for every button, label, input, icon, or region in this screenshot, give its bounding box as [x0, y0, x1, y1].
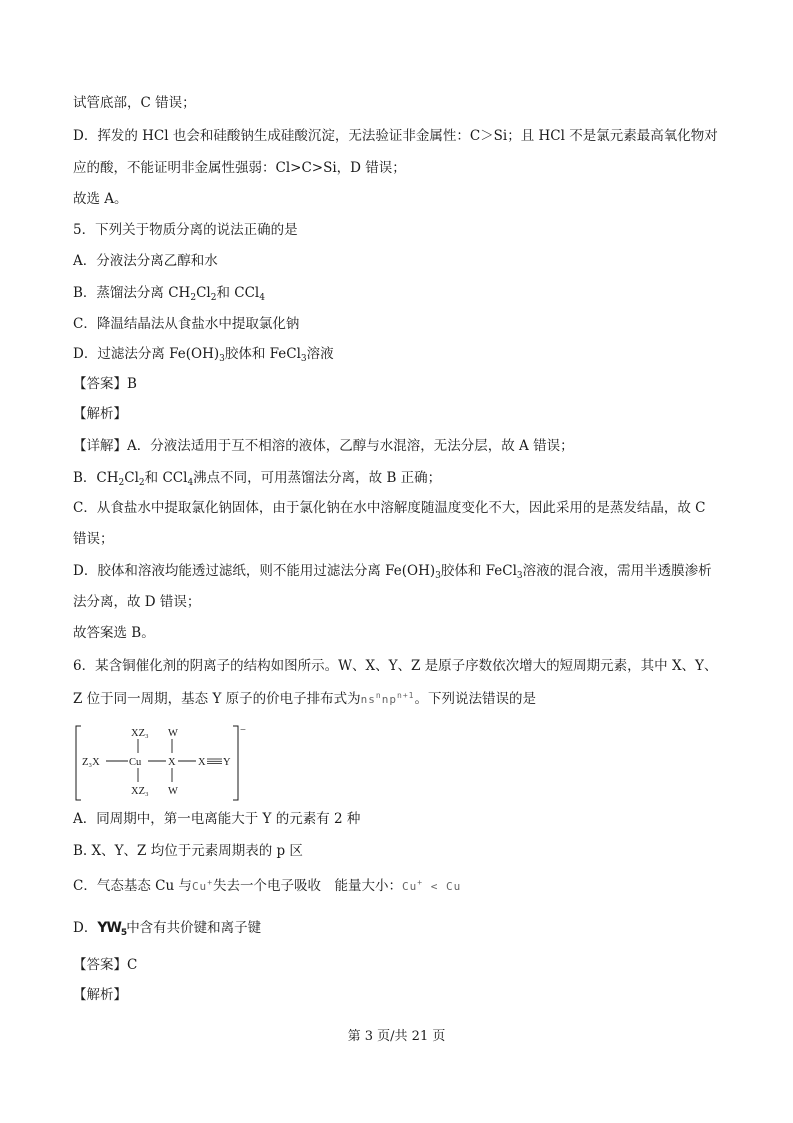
q6-option-d: D．$YW_5$中含有共价键和离子键	[73, 920, 262, 938]
xz3-top-label: XZ₃	[131, 728, 149, 739]
y-label: Y	[223, 757, 231, 768]
q5-analysis-label: 【解析】	[73, 406, 127, 422]
q5-option-c: C．降温结晶法从食盐水中提取氯化钠	[73, 316, 300, 332]
q5-option-b: B．蒸馏法分离 $CH_2Cl_2$和 CCl$_4$	[73, 285, 265, 303]
xz3-bottom-label: XZ₃	[131, 786, 149, 797]
q6-option-a: A．同周期中，第一电离能大于 Y 的元素有 2 种	[73, 811, 361, 827]
z3x-label: Z₃X	[82, 757, 100, 768]
left-bracket	[76, 726, 81, 800]
x-center-label: X	[168, 757, 176, 768]
text-line: 试管底部，C 错误；	[73, 95, 196, 111]
question-6-stem: 6．某含铜催化剂的阴离子的结构如图所示。W、X、Y、Z 是原子序数依次增大的短周期元素，其中 X、Y、	[73, 658, 718, 674]
right-bracket	[233, 726, 238, 800]
q5-option-d: D．过滤法分离 $Fe(OH)_3$胶体和 FeCl$_3$溶液	[73, 346, 334, 364]
anion-structure-diagram	[73, 722, 273, 804]
q5-conclusion: 故答案选 B。	[73, 625, 155, 641]
q5-option-a: A．分液法分离乙醇和水	[73, 253, 218, 269]
page-footer: 第 3 页/共 21 页	[347, 1029, 446, 1044]
q5-answer: 【答案】B	[73, 376, 137, 392]
text-line: 应的酸，不能证明非金属性强弱：Cl>C>Si，D 错误；	[73, 160, 406, 176]
electron-config-formula: $ns^nnp^{n+1}$	[360, 691, 415, 706]
q6-answer: 【答案】C	[73, 957, 138, 973]
question-6-stem-cont: Z 位于同一周期，基态 Y 原子的价电子排布式为$ns^nnp^{n+1}$。下列说法错误的是	[73, 691, 536, 707]
q5-explanation-a: 【详解】A．分液法适用于互不相溶的液体，乙醇与水混溶，无法分层，故 A 错误；	[73, 438, 574, 454]
x-right-label: X	[198, 757, 206, 768]
yw5-formula: $YW_5$	[97, 920, 127, 938]
cu-label: Cu	[129, 757, 142, 768]
text-line: D．挥发的 HCl 也会和硅酸钠生成硅酸沉淀，无法验证非金属性：C＞Si；且 HCl 不是氯元素最高氧化物对	[73, 128, 718, 144]
charge-label: −	[240, 725, 246, 736]
q6-option-c: C．气态基态 Cu 与Cu+失去一个电子吸收 能量大小：Cu+ < Cu	[73, 878, 462, 894]
text-line: 故选 A。	[73, 191, 128, 207]
q5-explanation-b: B．$CH_2Cl_2$和 CCl$_4$沸点不同，可用蒸馏法分离，故 B 正确；	[73, 470, 442, 488]
w-bottom-label: W	[168, 786, 178, 797]
q5-explanation-c: C．从食盐水中提取氯化钠固体，由于氯化钠在水中溶解度随温度变化不大，因此采用的是蒸发结晶，故 C	[73, 500, 706, 516]
q5-explanation-c-cont: 错误；	[73, 531, 114, 547]
cu-ion-formula: Cu+	[191, 878, 214, 893]
q6-analysis-label: 【解析】	[73, 987, 127, 1003]
w-top-label: W	[168, 728, 178, 739]
q5-explanation-d-cont: 法分离，故 D 错误；	[73, 594, 201, 610]
q6-option-b: B. X、Y、Z 均位于元素周期表的 p 区	[73, 843, 303, 859]
question-5-stem: 5．下列关于物质分离的说法正确的是	[73, 222, 298, 238]
energy-comparison-formula: Cu+ < Cu	[402, 878, 462, 893]
q5-explanation-d: D．胶体和溶液均能透过滤纸，则不能用过滤法分离 $Fe(OH)_3$胶体和 FeCl$_3$溶液的混合液，需用半透膜渗析	[73, 563, 712, 581]
